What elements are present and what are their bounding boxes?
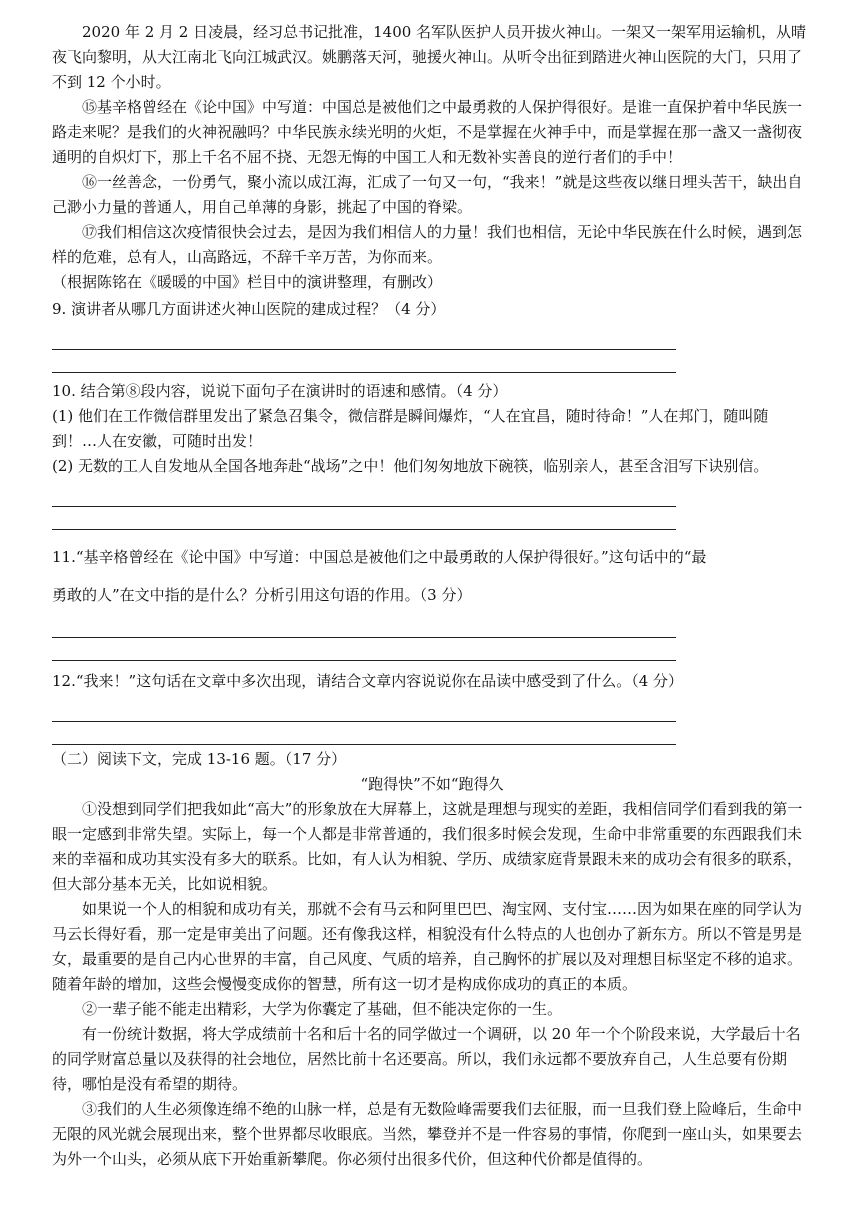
- question-10-item-2: (2) 无数的工人自发地从全国各地奔赴“战场”之中！他们匆匆地放下碗筷，临别亲人，甚至含泪写下诀别信。: [52, 457, 769, 475]
- question-10-item-1: (1) 他们在工作微信群里发出了紧急召集令，微信群是瞬间爆炸，“人在宜昌，随时待命！”人在邦门，随叫随到！…人在安徽，可随时出发！: [52, 407, 769, 450]
- essay-title: “跑得快”不如“跑得久: [360, 775, 504, 793]
- passage-paragraph-15: ⑮基辛格曾经在《论中国》中写道：中国总是被他们之中最勇救的人保护得很好。是谁一直保护着中华民族一路走来呢？是我们的火神祝融吗？中华民族永续光明的火炬，不是掌握在火神手中，而是掌握在那一盏又一盏彻夜通明的自炽灯下，那上千名不屈不挠、无怨无悔的中国工人和无数补实善良的逆行者们的手中！: [52, 98, 803, 166]
- answer-line[interactable]: [52, 744, 676, 745]
- answer-line[interactable]: [52, 349, 676, 350]
- essay-paragraph-1: ①没想到同学们把我如此“高大”的形象放在大屏幕上，这就是理想与现实的差距，我相信同学们看到我的第一眼一定感到非常失望。实际上，每一个人都是非常普通的，我们很多时候会发现，生命中非常重要的东西跟我们未来的幸福和成功其实没有多大的联系。比如，有人认为相貌、学历、成绩家庭背景跟未来的成功会有很多的联系，但大部分基本无关，比如说相貌。: [52, 800, 803, 893]
- question-12: 12.“我来！”这句话在文章中多次出现，请结合文章内容说说你在品读中感受到了什么。（4 分）: [52, 672, 684, 690]
- passage-paragraph-14: 2020 年 2 月 2 日凌晨，经习总书记批准，1400 名军队医护人员开拔火神山。一架又一架军用运输机，从晴夜飞向黎明，从大江南北飞向江城武汉。姚鹏落天河，驰援火神山。从听令出征到踏进火神山医院的大门，只用了不到 12 个小时。: [52, 23, 807, 91]
- passage-paragraph-16: ⑯一丝善念，一份勇气，聚小流以成江海，汇成了一句又一句，“我来！”就是这些夜以继日埋头苦干，缺出自己渺小力量的普通人，用自己单薄的身影，挑起了中国的脊梁。: [52, 173, 803, 216]
- essay-paragraph-4: 有一份统计数据，将大学成绩前十名和后十名的同学做过一个调研，以 20 年一个个阶段来说，大学最后十名的同学财富总量以及获得的社会地位，居然比前十名还要高。所以，我们永远都不要放弃自己，人生总要有份期待，哪怕是没有希望的期待。: [52, 1025, 801, 1093]
- question-9: 9. 演讲者从哪几方面讲述火神山医院的建成过程？（4 分）: [52, 300, 446, 318]
- answer-line[interactable]: [52, 721, 676, 722]
- question-10: 10. 结合第⑧段内容，说说下面句子在演讲时的语速和感情。（4 分）: [52, 382, 508, 400]
- essay-paragraph-3: ②一辈子能不能走出精彩，大学为你囊定了基础，但不能决定你的一生。: [82, 1000, 563, 1018]
- source-note: （根据陈铭在《暖暖的中国》栏目中的演讲整理，有删改）: [52, 273, 443, 291]
- exam-page: [52, 20, 812, 1172]
- question-11-line-2: 勇敢的人”在文中指的是什么？分析引用这句语的作用。（3 分）: [52, 586, 472, 604]
- passage-paragraph-17: ⑰我们相信这次疫情很快会过去，是因为我们相信人的力量！我们也相信，无论中华民族在什么时候，遇到怎样的危难，总有人，山高路远，不辞千辛万苦，为你而来。: [52, 223, 803, 266]
- answer-line[interactable]: [52, 372, 676, 373]
- answer-line[interactable]: [52, 637, 676, 638]
- essay-paragraph-5: ③我们的人生必须像连绵不绝的山脉一样，总是有无数险峰需要我们去征服，而一旦我们登上险峰后，生命中无限的风光就会展现出来，整个世界都尽收眼底。当然，攀登并不是一件容易的事情，你爬到一座山头，如果要去为外一个山头，必须从底下开始重新攀爬。你必须付出很多代价，但这种代价都是值得的。: [52, 1100, 803, 1168]
- answer-line[interactable]: [52, 506, 676, 507]
- answer-line[interactable]: [52, 529, 676, 530]
- section-2-header: （二）阅读下文，完成 13-16 题。（17 分）: [52, 750, 347, 768]
- essay-paragraph-2: 如果说一个人的相貌和成功有关，那就不会有马云和阿里巴巴、淘宝网、支付宝……因为如果在座的同学认为马云长得好看，那一定是审美出了问题。还有像我这样，相貌没有什么特点的人也创办了新东方。所以不管是男是女，最重要的是自己内心世界的丰富，自己风度、气质的培养，自己胸怀的扩展以及对理想目标坚定不移的追求。随着年龄的增加，这些会慢慢变成你的智慧，所有这一切才是构成你成功的真正的本质。: [52, 900, 803, 993]
- answer-line[interactable]: [52, 660, 676, 661]
- question-11-line-1: 11.“基辛格曾经在《论中国》中写道：中国总是被他们之中最勇敢的人保护得很好。”这句话中的“最: [52, 548, 707, 566]
